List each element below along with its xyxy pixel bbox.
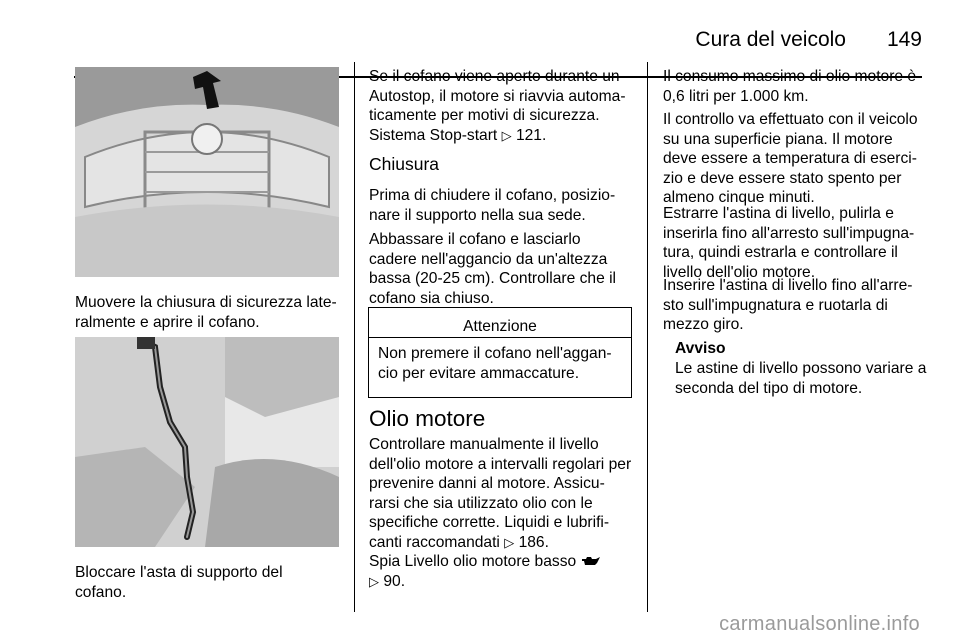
fluids-page-link[interactable]: 186. [518, 533, 549, 551]
caption-2: Bloccare l'asta di supporto del cofano. [75, 564, 283, 601]
page-header [0, 24, 960, 54]
oil-lamp-page-link[interactable]: 90. [383, 572, 406, 590]
paragraph-inserire: Inserire l'astina di livello fino all'arre- sto sull'impugnatura e ruotarla di mezzo giro. [663, 277, 913, 333]
note-title: Avviso [675, 340, 726, 357]
watermark: carmanualsonline.info [719, 613, 920, 635]
caption-1: Muovere la chiusura di sicurezza late- ralmente e aprire il cofano. [75, 294, 337, 331]
paragraph-chiusura-1: Prima di chiudere il cofano, posizio- nare il supporto nella sua sede. [369, 187, 616, 224]
paragraph-stop-start-ref: Sistema Stop-start ▷ 121. [369, 127, 547, 144]
paragraph-chiusura-2: Abbassare il cofano e lasciarlo cadere nell'aggancio da un'altezza bassa (20-25 cm). Controllare che il cofano sia chiuso. [369, 231, 617, 307]
note-body: Le astine di livello possono variare a seconda del tipo di motore. [675, 360, 927, 397]
hood-latch-illustration [75, 67, 339, 277]
paragraph-olio-controllo: Controllare manualmente il livello dell'olio motore a intervalli regolari per prevenire danni al motore. Assicu- rarsi che sia utilizzato olio con le specifiche corrette. Liquidi e lubrifi- canti raccomandati ▷ 186. [369, 436, 632, 551]
paragraph-autostop: Se il cofano viene aperto durante un Autostop, il motore si riavvia automa- ticamente per motivi di sicurezza. [369, 68, 626, 124]
paragraph-condizioni: Il controllo va effettuato con il veicolo su una superficie piana. Il motore deve essere a temperatura di eserci- zio e deve essere stato spento per almeno cinque minuti. [663, 111, 918, 206]
paragraph-spia-olio: Spia Livello olio motore basso ▷ 90. [369, 552, 601, 591]
page-number: 149 [886, 28, 922, 51]
paragraph-consumo: Il consumo massimo di olio motore è 0,6 litri per 1.000 km. [663, 68, 917, 105]
ref-arrow-icon: ▷ [504, 534, 515, 550]
ref-arrow-icon: ▷ [501, 128, 512, 143]
section-title: Cura del veicolo [695, 28, 846, 51]
heading-olio-motore: Olio motore [369, 406, 486, 431]
stop-start-page-link[interactable]: 121. [515, 127, 547, 144]
attention-body: Non premere il cofano nell'aggan- cio per evitare ammaccature. [378, 345, 612, 382]
column-divider-2 [647, 62, 648, 612]
column-divider-1 [354, 62, 355, 612]
paragraph-estrarre: Estrarre l'astina di livello, pulirla e inserirla fino all'arresto sull'impugna- tura, quindi estrarla e controllare il livello dell'olio motore. [663, 205, 915, 281]
oil-can-icon [581, 555, 601, 567]
ref-arrow-icon: ▷ [369, 573, 379, 589]
attention-box [368, 307, 632, 398]
heading-chiusura: Chiusura [369, 154, 440, 174]
attention-title: Attenzione [369, 308, 631, 338]
hood-support-rod-illustration [75, 337, 339, 547]
